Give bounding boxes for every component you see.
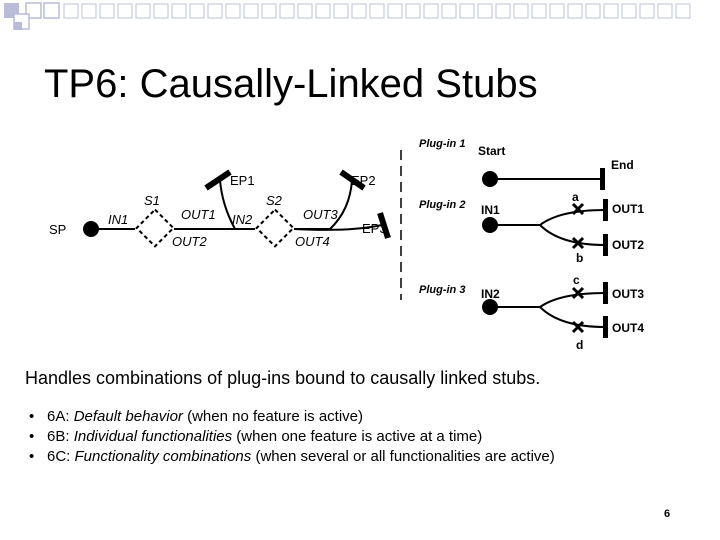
bullet-term: Default behavior [73, 408, 183, 425]
label-plugin2: Plug-in 2 [419, 199, 466, 211]
plugin2-out1-bar [603, 199, 608, 221]
plugin1-start-point [482, 171, 498, 187]
label-resp-c: c [573, 273, 580, 287]
bullet-item [29, 427, 555, 447]
stub-s2 [257, 210, 294, 247]
bullet-rest: (when one feature is active at a time) [232, 428, 483, 445]
plugin3-out4-bar [603, 316, 608, 338]
label-plugin2-out1: OUT1 [612, 202, 645, 216]
bullet-dot-icon: • [29, 408, 35, 425]
bullet-lead: 6A: [47, 408, 74, 425]
label-in2: IN2 [232, 212, 253, 227]
plugin1-end-bar [600, 168, 605, 190]
label-out3: OUT3 [303, 207, 338, 222]
plugin3-path-out4 [540, 307, 605, 327]
bullet-item [29, 447, 555, 467]
bullet-dot-icon: • [29, 448, 35, 465]
bullet-item [29, 407, 555, 427]
label-plugin2-out2: OUT2 [612, 238, 645, 252]
label-s1: S1 [144, 193, 160, 208]
label-ep1: EP1 [230, 173, 255, 188]
start-point-sp [83, 221, 99, 237]
label-plugin1-end: End [611, 158, 634, 172]
bullet-dot-icon: • [29, 428, 35, 445]
end-point-ep1-bar [206, 172, 230, 188]
plugin3-out3-bar [603, 282, 608, 304]
slide-title: TP6: Causally-Linked Stubs [44, 62, 538, 106]
bullet-lead: 6C: [47, 448, 75, 465]
stub-s1 [137, 210, 174, 247]
responsibility-c-cross [573, 288, 583, 298]
label-sp: SP [49, 222, 67, 237]
label-ep2: EP2 [351, 173, 376, 188]
label-plugin1-start: Start [478, 144, 506, 158]
plugin2-start-point [482, 217, 498, 233]
plugin3-path-out3 [490, 293, 605, 307]
label-ep3: EP3 [362, 221, 387, 236]
responsibility-d-cross [573, 322, 583, 332]
label-resp-b: b [576, 251, 584, 265]
plugin2-path-out1 [490, 210, 605, 225]
bullet-list [29, 407, 555, 467]
label-plugin3-in: IN2 [481, 287, 500, 301]
bullet-rest: (when no feature is active) [182, 408, 364, 425]
label-resp-a: a [572, 190, 579, 204]
plugin3-start-point [482, 299, 498, 315]
slide-caption: Handles combinations of plug-ins bound to causally linked stubs. [25, 368, 541, 388]
label-plugin3: Plug-in 3 [419, 284, 466, 296]
label-s2: S2 [266, 193, 282, 208]
plugin2-path-out2 [540, 225, 605, 245]
label-plugin1: Plug-in 1 [419, 138, 466, 150]
label-out2: OUT2 [172, 234, 207, 249]
bullet-rest: (when several or all functionalities are active) [251, 448, 555, 465]
label-resp-d: d [576, 338, 584, 352]
label-plugin3-out3: OUT3 [612, 287, 645, 301]
plugin2-out2-bar [603, 234, 608, 256]
page-number: 6 [664, 508, 671, 520]
label-out4: OUT4 [295, 234, 330, 249]
bullet-lead: 6B: [47, 428, 74, 445]
label-out1: OUT1 [181, 207, 216, 222]
label-in1: IN1 [108, 212, 129, 227]
bullet-term: Individual functionalities [73, 428, 233, 445]
bullet-term: Functionality combinations [74, 448, 252, 465]
label-plugin3-out4: OUT4 [612, 321, 645, 335]
label-plugin2-in: IN1 [481, 203, 500, 217]
